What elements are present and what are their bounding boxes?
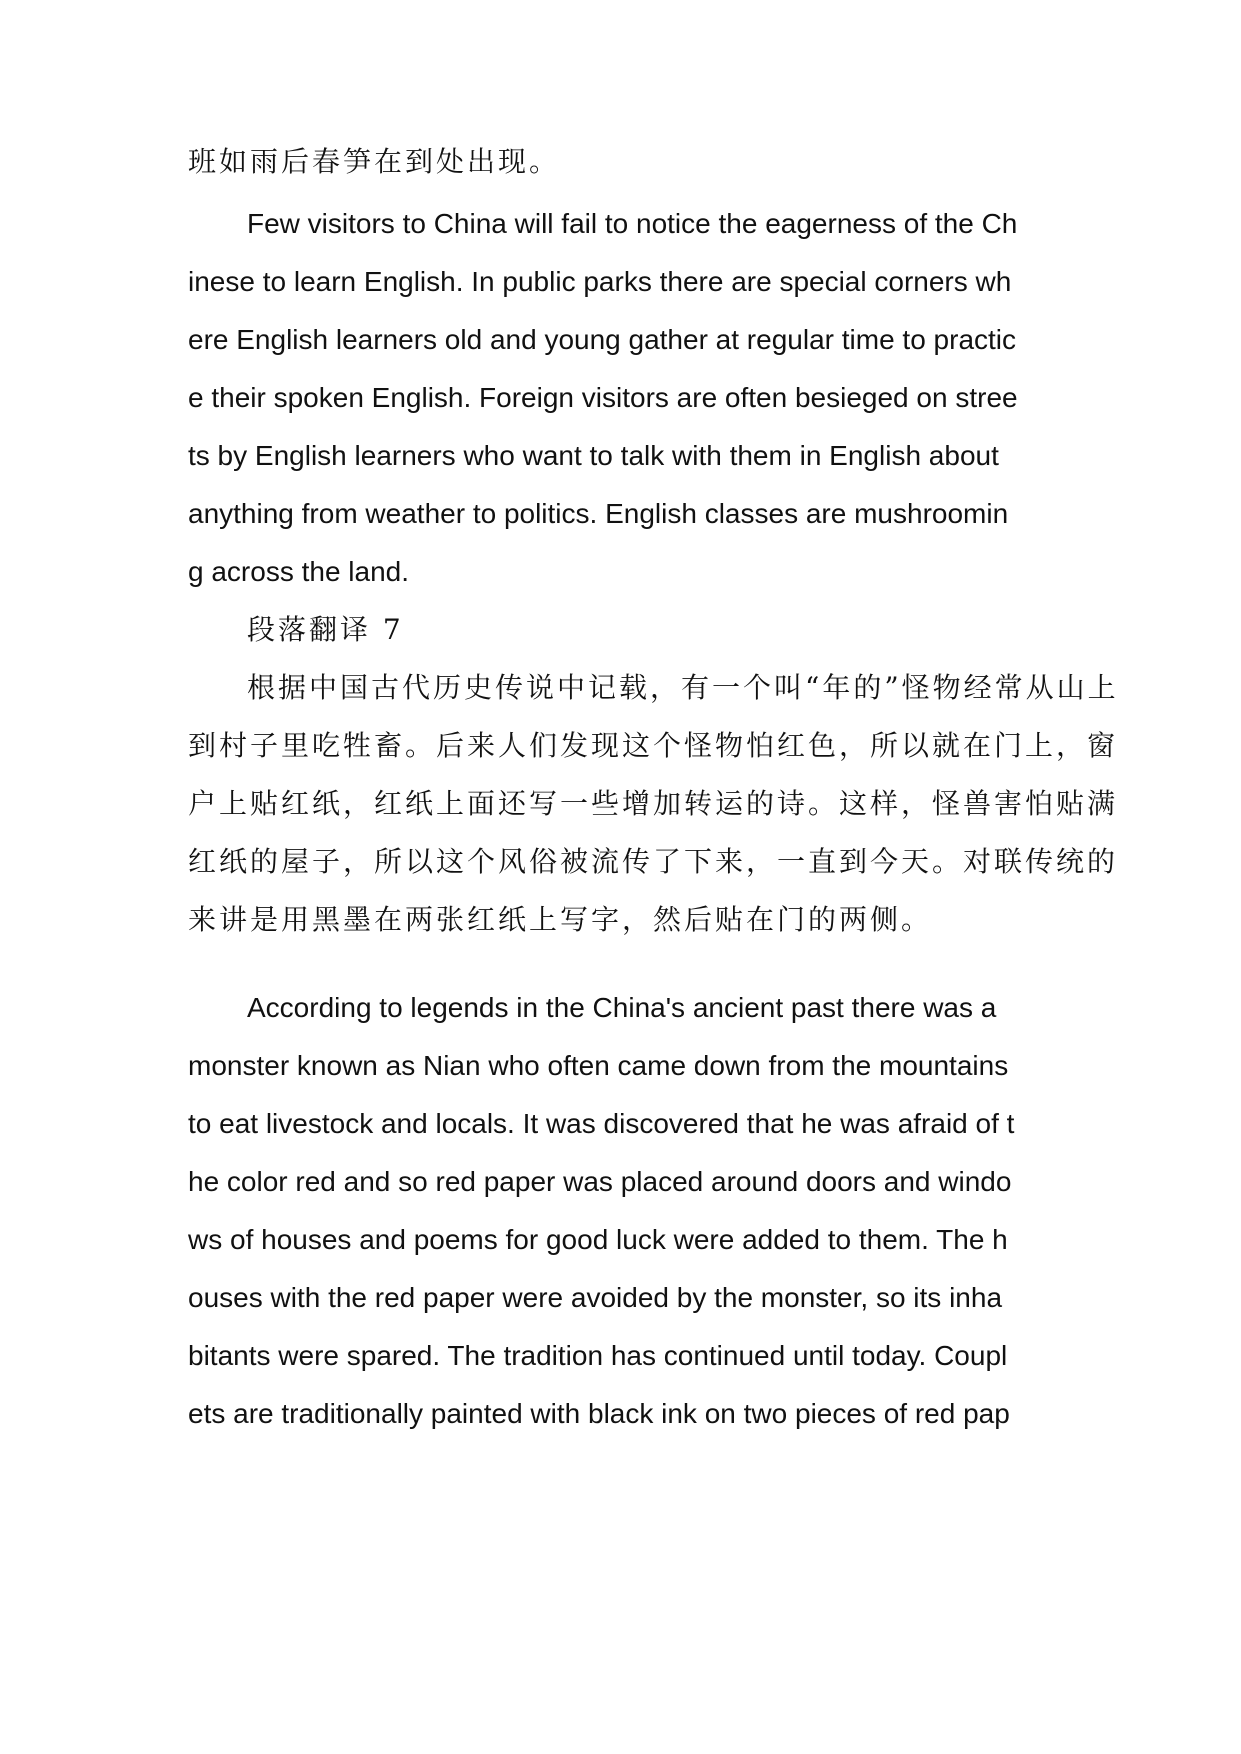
paragraph-line: ts by English learners who want to talk with them in English about — [188, 440, 999, 471]
paragraph-line: he color red and so red paper was placed around doors and windo — [188, 1166, 1012, 1197]
paragraph-line: ouses with the red paper were avoided by the monster, so its inha — [188, 1282, 1003, 1313]
paragraph-line: 户上贴红纸，红纸上面还写一些增加转运的诗。这样，怪兽害怕贴满 — [188, 787, 1119, 820]
paragraph-line: 来讲是用黑墨在两张红纸上写字，然后贴在门的两侧。 — [188, 903, 933, 936]
paragraph-line: monster known as Nian who often came down from the mountains — [188, 1050, 1009, 1081]
paragraph-line: 红纸的屋子，所以这个风俗被流传了下来，一直到今天。对联传统的 — [188, 845, 1119, 878]
paragraph-line: e their spoken English. Foreign visitors are often besieged on stree — [188, 382, 1018, 413]
paragraph-line: 到村子里吃牲畜。后来人们发现这个怪物怕红色，所以就在门上，窗 — [188, 729, 1119, 762]
paragraph-line: anything from weather to politics. English classes are mushroomin — [188, 498, 1009, 529]
intro-tail-line: 班如雨后春笋在到处出现。 — [188, 145, 561, 178]
paragraph-line: Few visitors to China will fail to notice the eagerness of the Ch — [247, 208, 1018, 239]
paragraph-line: to eat livestock and locals. It was discovered that he was afraid of t — [188, 1108, 1015, 1139]
paragraph-line: According to legends in the China's ancient past there was a — [247, 992, 997, 1023]
paragraph-line: ere English learners old and young gather at regular time to practic — [188, 324, 1017, 355]
paragraph-line: ws of houses and poems for good luck were added to them. The h — [188, 1224, 1008, 1255]
paragraph-line: 根据中国古代历史传说中记载，有一个叫“年的”怪物经常从山上 — [247, 671, 1119, 704]
paragraph-line: ets are traditionally painted with black ink on two pieces of red pap — [188, 1398, 1010, 1429]
section-heading: 段落翻译 7 — [247, 613, 404, 646]
paragraph-line: g across the land. — [188, 556, 410, 587]
paragraph-line: inese to learn English. In public parks there are special corners wh — [188, 266, 1012, 297]
paragraph-line: bitants were spared. The tradition has continued until today. Coupl — [188, 1340, 1008, 1371]
